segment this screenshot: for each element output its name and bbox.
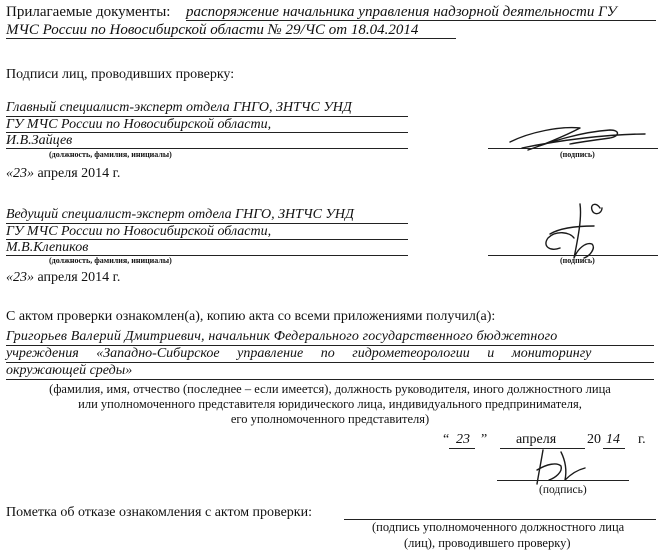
inspector1-position-line1: Главный специалист-эксперт отдела ГНГО, ЗНТЧС УНД [6, 100, 352, 115]
recipient-signature-line [497, 480, 629, 481]
inspector1-signature [470, 112, 650, 162]
acquaintance-line2: учреждения «Западно-Сибирское управление по гидрометеорологии и мониторингу [6, 346, 592, 361]
inspector2-signature [520, 198, 630, 268]
attachments-line2: МЧС России по Новосибирской области № 29/ЧС от 18.04.2014 [6, 22, 419, 38]
date-year-suffix: 14 [606, 432, 620, 447]
date-day: 23 [456, 432, 470, 447]
inspector1-signature-caption: (подпись) [560, 150, 595, 159]
inspector1-name: И.В.Зайцев [6, 133, 73, 148]
acquaintance-underline3 [6, 379, 654, 380]
recipient-signature-caption: (подпись) [539, 484, 587, 496]
attachments-label: Прилагаемые документы: [6, 4, 171, 20]
acquaintance-heading: С актом проверки ознакомлен(а), копию акта со всеми приложениями получил(а): [6, 309, 496, 324]
date-day-underline [449, 448, 475, 449]
attachments-line1: распоряжение начальника управления надзорной деятельности ГУ [186, 4, 617, 20]
inspector2-caption: (должность, фамилия, инициалы) [49, 256, 172, 265]
inspector2-date-rest: апреля 2014 г. [34, 270, 121, 285]
date-open-quote: “ [443, 432, 450, 447]
date-year-prefix: 20 [587, 432, 601, 447]
acquaintance-caption3: его уполномоченного представителя) [230, 412, 430, 426]
date-month: апреля [516, 432, 557, 447]
refusal-label: Пометка об отказе ознакомления с актом проверки: [6, 505, 312, 520]
acquaintance-caption2: или уполномоченного представителя юридического лица, индивидуального предпринимателя, [78, 397, 582, 411]
inspector2-signature-caption: (подпись) [560, 256, 595, 265]
acquaintance-line1: Григорьев Валерий Дмитриевич, начальник Федерального государственного бюджетного [6, 329, 558, 344]
refusal-caption2: (лиц), проводившего проверку) [404, 536, 571, 550]
inspector2-position-line2: ГУ МЧС России по Новосибирской области, [6, 224, 272, 239]
inspector2-position-line1: Ведущий специалист-эксперт отдела ГНГО, ЗНТЧС УНД [6, 207, 354, 222]
refusal-caption1: (подпись уполномоченного должностного лица [372, 520, 625, 534]
acquaintance-caption1: (фамилия, имя, отчество (последнее – если имеется), должность руководителя, иного должностного лица [49, 382, 611, 396]
attachments-underline1 [186, 20, 656, 21]
inspector1-underline3 [6, 148, 408, 149]
inspector1-caption: (должность, фамилия, инициалы) [49, 150, 172, 159]
inspector1-date-rest: апреля 2014 г. [34, 166, 121, 181]
inspector1-date-day: «23» [6, 166, 34, 181]
inspector2-name: М.В.Клепиков [6, 240, 89, 255]
attachments-underline2 [6, 38, 456, 39]
inspector2-date-day: «23» [6, 270, 34, 285]
signatures-heading: Подписи лиц, проводивших проверку: [6, 67, 235, 82]
acquaintance-line3: окружающей среды» [6, 363, 133, 378]
date-g: г. [638, 432, 646, 447]
date-year-underline [603, 448, 625, 449]
date-close-quote: ” [481, 432, 488, 447]
inspector1-position-line2: ГУ МЧС России по Новосибирской области, [6, 117, 272, 132]
